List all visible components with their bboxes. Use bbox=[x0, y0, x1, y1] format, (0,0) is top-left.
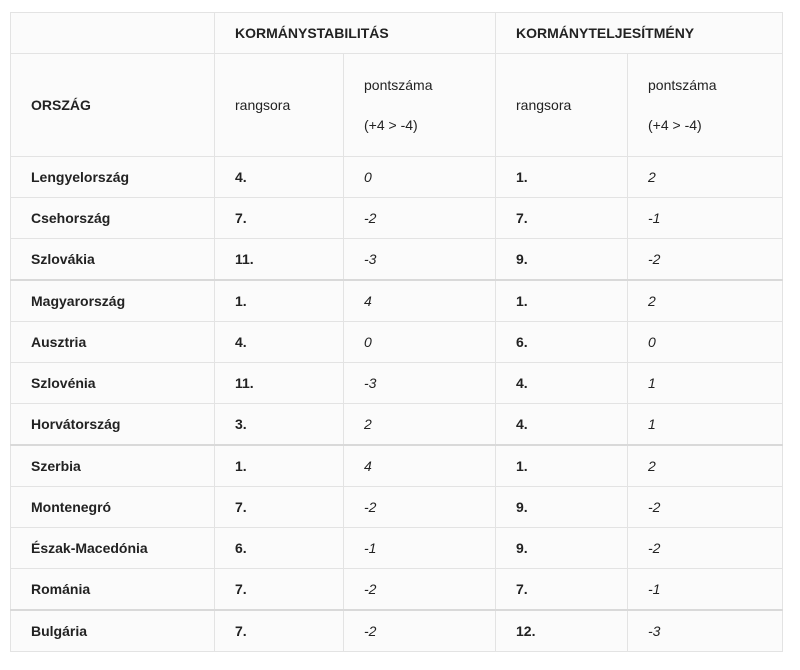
stability-score-cell: -2 bbox=[344, 610, 496, 652]
performance-score-cell: 1 bbox=[628, 404, 783, 446]
table-header-row bbox=[11, 13, 783, 54]
performance-score-cell: 0 bbox=[628, 322, 783, 363]
performance-rank-cell: 7. bbox=[496, 198, 628, 239]
table-row bbox=[11, 528, 783, 569]
country-cell: Szlovákia bbox=[11, 239, 215, 281]
stability-rank-cell: 7. bbox=[215, 569, 344, 611]
stability-rank-cell: 6. bbox=[215, 528, 344, 569]
table-row bbox=[11, 404, 783, 446]
stability-rank-cell: 3. bbox=[215, 404, 344, 446]
performance-rank-cell: 4. bbox=[496, 404, 628, 446]
stability-rank-cell: 4. bbox=[215, 322, 344, 363]
country-cell: Csehország bbox=[11, 198, 215, 239]
country-cell: Montenegró bbox=[11, 487, 215, 528]
subheader-stability-score bbox=[344, 54, 496, 157]
stability-score-cell: -2 bbox=[344, 569, 496, 611]
performance-rank-cell: 7. bbox=[496, 569, 628, 611]
table-row bbox=[11, 487, 783, 528]
stability-rank-cell: 11. bbox=[215, 363, 344, 404]
performance-rank-cell: 1. bbox=[496, 445, 628, 487]
performance-rank-cell: 6. bbox=[496, 322, 628, 363]
table-row bbox=[11, 157, 783, 198]
stability-score-cell: 0 bbox=[344, 322, 496, 363]
stability-rank-cell: 4. bbox=[215, 157, 344, 198]
score-label: pontszáma bbox=[364, 77, 433, 93]
header-government-performance: KORMÁNYTELJESÍTMÉNY bbox=[496, 13, 783, 54]
country-cell: Horvátország bbox=[11, 404, 215, 446]
stability-score-cell: -3 bbox=[344, 239, 496, 281]
score-range-label: (+4 > -4) bbox=[364, 117, 418, 133]
performance-rank-cell: 9. bbox=[496, 487, 628, 528]
stability-rank-cell: 7. bbox=[215, 487, 344, 528]
stability-score-cell: -2 bbox=[344, 198, 496, 239]
performance-rank-cell: 12. bbox=[496, 610, 628, 652]
score-label: pontszáma bbox=[648, 77, 717, 93]
header-government-stability: KORMÁNYSTABILITÁS bbox=[215, 13, 496, 54]
table-row bbox=[11, 280, 783, 322]
country-cell: Ausztria bbox=[11, 322, 215, 363]
performance-rank-cell: 9. bbox=[496, 528, 628, 569]
performance-rank-cell: 1. bbox=[496, 157, 628, 198]
stability-score-cell: -1 bbox=[344, 528, 496, 569]
table-subheader-row bbox=[11, 54, 783, 157]
stability-rank-cell: 7. bbox=[215, 610, 344, 652]
performance-rank-cell: 4. bbox=[496, 363, 628, 404]
stability-rank-cell: 7. bbox=[215, 198, 344, 239]
country-cell: Magyarország bbox=[11, 280, 215, 322]
performance-score-cell: -3 bbox=[628, 610, 783, 652]
table-row bbox=[11, 363, 783, 404]
table-row bbox=[11, 198, 783, 239]
stability-score-cell: 2 bbox=[344, 404, 496, 446]
government-ranking-table bbox=[10, 12, 783, 652]
stability-score-cell: 0 bbox=[344, 157, 496, 198]
stability-rank-cell: 1. bbox=[215, 280, 344, 322]
performance-rank-cell: 9. bbox=[496, 239, 628, 281]
performance-score-cell: -2 bbox=[628, 528, 783, 569]
table-body bbox=[11, 157, 783, 652]
subheader-country: ORSZÁG bbox=[11, 54, 215, 157]
subheader-performance-rank: rangsora bbox=[496, 54, 628, 157]
country-cell: Szerbia bbox=[11, 445, 215, 487]
country-cell: Lengyelország bbox=[11, 157, 215, 198]
stability-score-cell: 4 bbox=[344, 445, 496, 487]
performance-score-cell: -2 bbox=[628, 487, 783, 528]
performance-score-cell: 2 bbox=[628, 157, 783, 198]
performance-score-cell: 2 bbox=[628, 280, 783, 322]
data-table-container bbox=[10, 12, 782, 652]
country-cell: Bulgária bbox=[11, 610, 215, 652]
stability-score-cell: -3 bbox=[344, 363, 496, 404]
table-row bbox=[11, 610, 783, 652]
performance-score-cell: -1 bbox=[628, 198, 783, 239]
stability-score-cell: -2 bbox=[344, 487, 496, 528]
table-row bbox=[11, 239, 783, 281]
table-row bbox=[11, 322, 783, 363]
table-row bbox=[11, 569, 783, 611]
country-cell: Szlovénia bbox=[11, 363, 215, 404]
subheader-performance-score bbox=[628, 54, 783, 157]
performance-score-cell: 1 bbox=[628, 363, 783, 404]
subheader-stability-rank: rangsora bbox=[215, 54, 344, 157]
performance-score-cell: -1 bbox=[628, 569, 783, 611]
performance-rank-cell: 1. bbox=[496, 280, 628, 322]
header-empty-cell bbox=[11, 13, 215, 54]
stability-rank-cell: 1. bbox=[215, 445, 344, 487]
table-row bbox=[11, 445, 783, 487]
country-cell: Románia bbox=[11, 569, 215, 611]
performance-score-cell: -2 bbox=[628, 239, 783, 281]
score-range-label: (+4 > -4) bbox=[648, 117, 702, 133]
stability-rank-cell: 11. bbox=[215, 239, 344, 281]
stability-score-cell: 4 bbox=[344, 280, 496, 322]
country-cell: Észak-Macedónia bbox=[11, 528, 215, 569]
performance-score-cell: 2 bbox=[628, 445, 783, 487]
